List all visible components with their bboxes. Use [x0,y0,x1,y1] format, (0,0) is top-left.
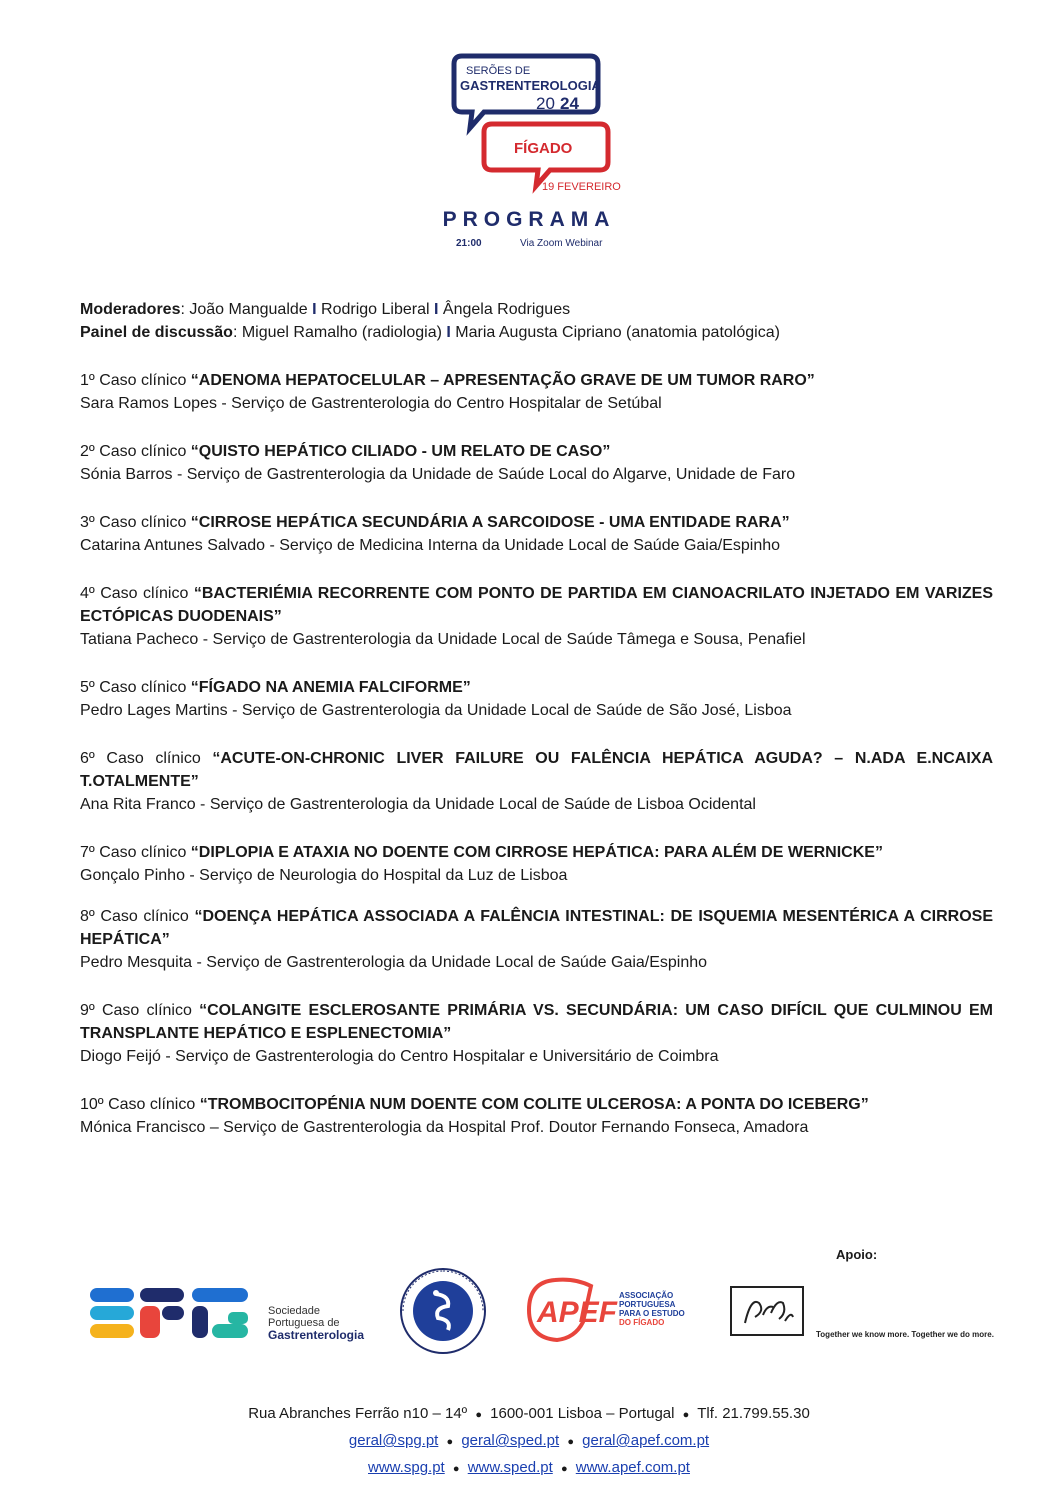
case-number: 8º Caso clínico [80,908,195,925]
postal: 1600-001 Lisboa – Portugal [490,1405,675,1422]
event-logo [440,50,640,200]
moderators-label: Moderadores [80,301,181,318]
case-title: “ADENOMA HEPATOCELULAR – APRESENTAÇÃO GRAVE DE UM TUMOR RARO” [190,372,815,389]
case-author: Sónia Barros - Serviço de Gastrenterologia da Unidade de Saúde Local do Algarve, Unidade de Faro [80,466,796,483]
moderator-name: João Mangualde [189,301,308,318]
footer [0,1401,1058,1482]
svg-text:PARA O ESTUDO: PARA O ESTUDO [619,1309,685,1318]
svg-text:ASSOCIAÇÃO: ASSOCIAÇÃO [619,1291,674,1300]
website-link-sped[interactable]: www.sped.pt [467,1459,553,1476]
footer-websites [0,1455,1058,1482]
case-item [80,1093,993,1139]
bullet-icon: ● [475,1409,482,1421]
case-item [80,747,993,816]
case-number: 10º Caso clínico [80,1096,200,1113]
apoio-label: Apoio: [836,1247,878,1262]
case-number: 9º Caso clínico [80,1002,200,1019]
case-author: Tatiana Pacheco - Serviço de Gastrenterologia da Unidade Local de Saúde Tâmega e Sousa, Penafiel [80,631,806,648]
spg-name [268,1305,364,1341]
svg-text:APEF: APEF [537,1296,618,1329]
case-author: Mónica Francisco – Serviço de Gastrenterologia da Hospital Prof. Doutor Fernando Fonseca, Amadora [80,1119,809,1136]
svg-text:PORTUGUESA: PORTUGUESA [619,1300,676,1309]
case-title: “TROMBOCITOPÉNIA NUM DOENTE COM COLITE ULCEROSA: A PONTA DO ICEBERG” [199,1096,869,1113]
logo-date: 19 FEVEREIRO [542,181,621,193]
bullet-icon: ● [682,1409,690,1421]
email-link-spg[interactable]: geral@spg.pt [348,1432,439,1449]
case-title: “QUISTO HEPÁTICO CILIADO - UM RELATO DE CASO” [190,443,611,460]
drfalk-logo [730,1286,804,1336]
spg-name-line: Portuguesa de [268,1317,340,1329]
case-title: “ACUTE-ON-CHRONIC LIVER FAILURE OU FALÊNCIA HEPÁTICA AGUDA? – N.ADA E.NCAIXA T.OTALMENTE” [80,750,994,790]
bullet-icon: ● [567,1436,574,1448]
footer-emails [0,1428,1058,1455]
spg-name-line: Sociedade [268,1305,320,1317]
case-number: 7º Caso clínico [80,844,191,861]
case-author: Diogo Feijó - Serviço de Gastrenterologia do Centro Hospitalar e Universitário de Coimbra [80,1048,719,1065]
programa-heading: PROGRAMA [442,208,616,231]
event-time: 21:00 [456,238,482,249]
case-item [80,511,993,557]
case-item [80,999,993,1068]
logo-line2: GASTRENTEROLOGIA [460,78,601,93]
moderators-line: Moderadores: João Mangualde I Rodrigo Liberal I Ângela Rodrigues [80,301,571,318]
address: Rua Abranches Ferrão n10 – 14º [248,1405,468,1422]
case-author: Pedro Lages Martins - Serviço de Gastrenterologia da Unidade Local de Saúde de São José, Lisboa [80,702,792,719]
separator: I [312,301,317,318]
logo-year-a: 20 [536,94,555,113]
spg-logo [88,1284,253,1349]
sponsor-logos [0,1258,1058,1368]
case-item [80,676,993,722]
case-number: 3º Caso clínico [80,514,191,531]
bullet-icon: ● [446,1436,454,1448]
case-number: 4º Caso clínico [80,585,194,602]
logo-year-b: 24 [560,94,579,113]
case-title: “COLANGITE ESCLEROSANTE PRIMÁRIA VS. SECUNDÁRIA: UM CASO DIFÍCIL QUE CULMINOU EM TRANSPLANTE HEPÁTICO E ESPLENECTOMIA” [80,1002,994,1042]
apef-logo [525,1276,685,1351]
email-link-sped[interactable]: geral@sped.pt [461,1432,560,1449]
case-author: Pedro Mesquita - Serviço de Gastrenterologia da Unidade Local de Saúde Gaia/Espinho [80,954,708,971]
panel-line: Painel de discussão: Miguel Ramalho (radiologia) I Maria Augusta Cipriano (anatomia patológica) [80,324,780,341]
case-author: Ana Rita Franco - Serviço de Gastrenterologia da Unidade Local de Saúde de Lisboa Ocidental [80,796,756,813]
programme-content [80,298,993,1139]
phone: Tlf. 21.799.55.30 [697,1405,810,1422]
case-author: Catarina Antunes Salvado - Serviço de Medicina Interna da Unidade Local de Saúde Gaia/Espinho [80,537,781,554]
event-via: Via Zoom Webinar [520,238,603,249]
panel-member: Miguel Ramalho (radiologia) [241,324,442,341]
case-number: 5º Caso clínico [80,679,191,696]
logo-line1: SERÕES DE [466,65,531,77]
svg-text:DO FÍGADO: DO FÍGADO [619,1318,665,1327]
case-author: Gonçalo Pinho - Serviço de Neurologia do Hospital da Luz de Lisboa [80,867,568,884]
separator: I [434,301,439,318]
case-number: 6º Caso clínico [80,750,213,767]
case-author: Sara Ramos Lopes - Serviço de Gastrenterologia do Centro Hospitalar de Setúbal [80,395,662,412]
case-title: “FÍGADO NA ANEMIA FALCIFORME” [190,679,471,696]
case-item [80,905,993,974]
bullet-icon: ● [452,1463,460,1475]
bullet-icon: ● [560,1463,568,1475]
case-item [80,582,993,651]
case-item [80,369,993,415]
website-link-apef[interactable]: www.apef.com.pt [575,1459,690,1476]
case-title: “CIRROSE HEPÁTICA SECUNDÁRIA A SARCOIDOSE - UMA ENTIDADE RARA” [190,514,790,531]
case-title: “DIPLOPIA E ATAXIA NO DOENTE COM CIRROSE HEPÁTICA: PARA ALÉM DE WERNICKE” [190,844,883,861]
case-title: “BACTERIÉMIA RECORRENTE COM PONTO DE PARTIDA EM CIANOACRILATO INJETADO EM VARIZES ECTÓPICAS DUODENAIS” [80,585,994,625]
spg-name-line: Gastrenterologia [268,1328,365,1342]
case-item [80,841,993,887]
panel-label: Painel de discussão [80,324,233,341]
moderator-name: Ângela Rodrigues [442,301,571,318]
footer-address [0,1401,1058,1428]
case-title: “DOENÇA HEPÁTICA ASSOCIADA A FALÊNCIA INTESTINAL: DE ISQUEMIA MESENTÉRICA A CIRROSE HEPÁTICA” [80,908,993,948]
drfalk-tagline: Together we know more. Together we do more. [816,1330,994,1339]
case-number: 1º Caso clínico [80,372,191,389]
moderator-name: Rodrigo Liberal [321,301,430,318]
separator: I [446,324,451,341]
website-link-spg[interactable]: www.spg.pt [368,1459,445,1476]
case-number: 2º Caso clínico [80,443,191,460]
logo-topic: FÍGADO [514,140,573,157]
email-link-apef[interactable]: geral@apef.com.pt [582,1432,710,1449]
case-item [80,440,993,486]
panel-member: Maria Augusta Cipriano (anatomia patológica) [455,324,780,341]
sped-seal-logo [398,1266,488,1361]
